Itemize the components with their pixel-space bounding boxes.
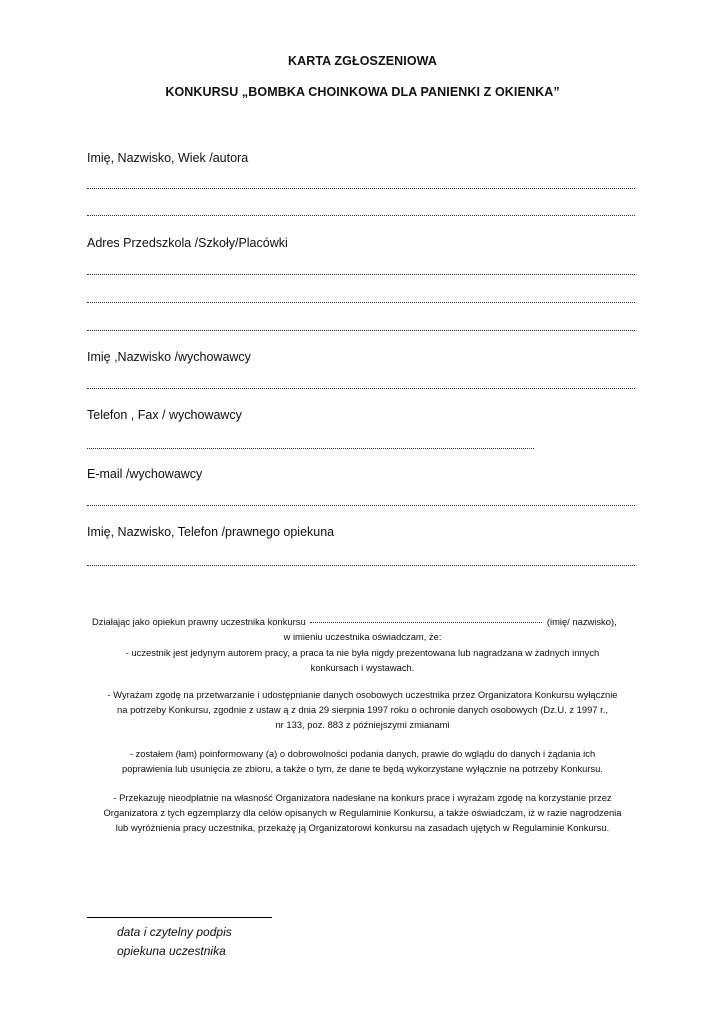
teacher-name-label: Imię ,Nazwisko /wychowawcy (87, 350, 251, 364)
declaration-point-4 (87, 790, 638, 835)
declaration-point-1-line: - uczestnik jest jedynym autorem pracy, a praca ta nie była nigdy prezentowana lub nagradzana w żadnych innych (125, 647, 600, 658)
contest-name: KONKURSU „BOMBKA CHOINKOWA DLA PANIENKI Z OKIENKA” (165, 85, 560, 99)
author-field-label: Imię, Nazwisko, Wiek /autora (87, 151, 249, 165)
guardian-label: Imię, Nazwisko, Telefon /prawnego opiekuna (87, 525, 335, 539)
teacher-phone-label: Telefon , Fax / wychowawcy (87, 408, 242, 422)
school-address-line-1[interactable] (87, 274, 635, 277)
declaration-intro (92, 614, 617, 629)
declaration-point-3 (87, 746, 638, 776)
signature-caption-1: data i czytelny podpis (117, 925, 232, 939)
signature-line[interactable] (87, 917, 272, 918)
declaration-point-1-line: konkursach i wystawach. (310, 662, 415, 673)
declaration-intro-text: Działając jako opiekun prawny uczestnika konkursu (92, 616, 306, 627)
guardian-name-blank[interactable] (310, 622, 542, 623)
declaration-point-4-line: - Przekazuję nieodpłatnie na własność Organizatora nadesłane na konkurs prace i wyrażam zgodę na korzystanie przez (113, 792, 612, 803)
declaration-point-2-line: nr 133, poz. 883 z późniejszymi zmianami (275, 719, 450, 730)
school-address-line-3[interactable] (87, 330, 635, 333)
declaration-statement: w imieniu uczestnika oświadczam, że: (283, 631, 442, 642)
author-line-2[interactable] (87, 215, 635, 218)
teacher-email-line[interactable] (87, 505, 635, 508)
signature-caption-2: opiekuna uczestnika (117, 944, 226, 958)
declaration-point-2 (87, 687, 638, 732)
declaration-point-1 (87, 645, 638, 675)
guardian-line[interactable] (87, 565, 635, 568)
declaration-name-hint: (imię/ nazwisko), (546, 616, 617, 627)
declaration-point-3-line: - zostałem (łam) poinformowany (a) o dobrowolności podania danych, prawie do wglądu do danych i żądania ich (129, 748, 596, 759)
teacher-phone-line[interactable] (87, 448, 534, 451)
author-line-1[interactable] (87, 188, 635, 191)
school-address-label: Adres Przedszkola /Szkoły/Placówki (87, 236, 288, 250)
form-title: KARTA ZGŁOSZENIOWA (287, 54, 437, 68)
declaration-point-4-line: Organizatora z tych egzemplarzy dla celów opisanych w Regulaminie Konkursu, a także oświadczam, iż w razie nagrodzenia (103, 807, 622, 818)
declaration-point-2-line: - Wyrażam zgodę na przetwarzanie i udostępnianie danych osobowych uczestnika przez Organizatora Konkursu wyłącznie (107, 689, 618, 700)
declaration-point-4-line: lub wyróżnienia pracy uczestnika, przekażę ją Organizatorowi konkursu na zasadach ujętych w Regulaminie Konkursu. (115, 822, 610, 833)
declaration-point-2-line: na potrzeby Konkursu, zgodnie z ustaw ą z dnia 29 sierpnia 1997 roku o ochronie danych osobowych (Dz.U. z 1997 r., (117, 704, 608, 715)
school-address-line-2[interactable] (87, 302, 635, 305)
declaration-point-3-line: poprawienia lub usunięcia ze zbioru, a także o tym, że dane te będą wykorzystane wyłącznie na potrzeby Konkursu. (122, 763, 603, 774)
teacher-email-label: E-mail /wychowawcy (87, 467, 203, 481)
teacher-name-line[interactable] (87, 388, 635, 391)
